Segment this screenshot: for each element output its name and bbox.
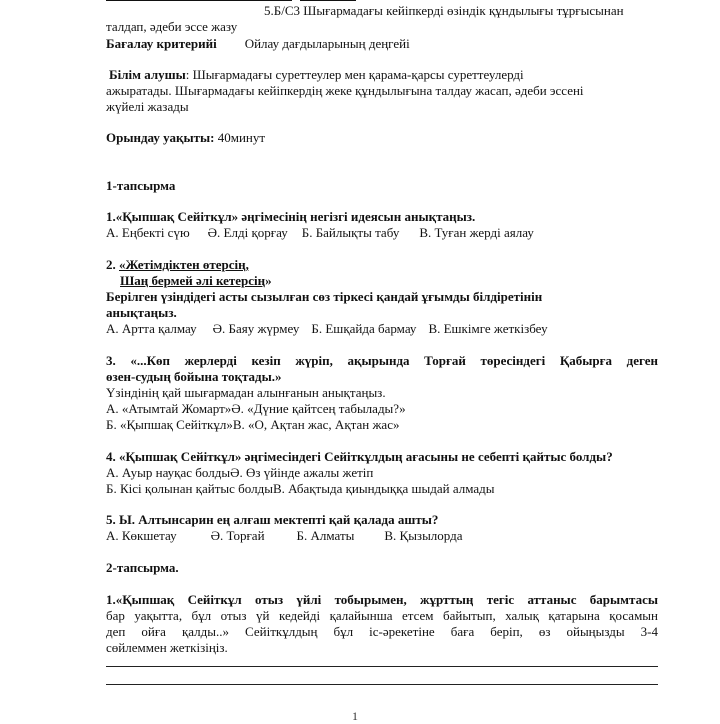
q3-options-row-2 (106, 417, 399, 433)
cropped-text-fragment (300, 0, 356, 1)
learner-line-3: жүйелі жазады (106, 99, 189, 114)
option: А. Көкшетау (106, 528, 177, 543)
criteria-label: Бағалау критерийі (106, 36, 217, 51)
question-3-line-2: өзен-судың бойына тоқтады.» (106, 369, 282, 384)
criteria-row (106, 36, 410, 52)
learner-line-1: Білім алушы: Шығармадағы суреттеулер мен қарама-қарсы суреттеулерді (109, 67, 524, 82)
option: Ә. Торғай (210, 528, 265, 543)
option: В. Абақтыда қиындыққа шыдай алмады (272, 481, 495, 496)
learner-line-2: ажыратады. Шығармадағы кейіпкердің жеке құндылығына талдау жасап, әдеби эссені (106, 83, 584, 98)
q2-options (106, 321, 548, 337)
option: Б. Ешқайда бармау (311, 321, 417, 336)
option: Ә. Баяу жүрмеу (212, 321, 300, 336)
question-4: 4. «Қыпшақ Сейіткұл» әңгімесіндегі Сейіткұлдың ағасыны не себепті қайтыс болды? (106, 449, 613, 464)
objective-line: 5.Б/С3 Шығармадағы кейіпкерді өзіндік құндылығы тұрғысынан (264, 3, 624, 18)
q4-options-row-1 (106, 465, 373, 481)
option: Б. Алматы (296, 528, 355, 543)
option: А. Ауыр науқас болды (106, 465, 231, 480)
option: А. Артта қалмау (106, 321, 197, 336)
question-2: 2. «Жетімдіктен өтерсің, (106, 257, 249, 272)
cropped-text-fragment (106, 0, 292, 1)
q3-options-row-1 (106, 401, 406, 417)
answer-line (106, 666, 658, 667)
task2-heading: 2-тапсырма. (106, 560, 179, 575)
task1-heading: 1-тапсырма (106, 178, 176, 193)
question-5: 5. Ы. Алтынсарин ең алғаш мектепті қай қалада ашты? (106, 512, 439, 527)
option: В. Қызылорда (384, 528, 463, 543)
task2-question-line-3: деп ойға қалды..» Сейіткұлдың бұл іс-әрекетіне баға беріп, өз ойыңызды 3-4 (106, 624, 658, 639)
option: В. Туған жерді аялау (419, 225, 534, 240)
time-label: Орындау уақыты: (106, 130, 215, 145)
criteria-value: Ойлау дағдыларының деңгейі (244, 36, 410, 51)
time-row (106, 130, 265, 146)
objective-line-cont: талдап, әдеби эссе жазу (106, 19, 238, 34)
option: А. Еңбекті сүю (106, 225, 190, 240)
option: В. «О, Ақтан жас, Ақтан жас» (232, 417, 400, 432)
question-1: 1.«Қыпшақ Сейіткұл» әңгімесінің негізгі идеясын анықтаңыз. (106, 209, 476, 224)
q2-prompt-2: анықтаңыз. (106, 305, 177, 320)
time-value: 40минут (214, 130, 266, 145)
page-number: 1 (352, 709, 358, 723)
option: Ә. «Дүние қайтсең табылады?» (231, 401, 406, 416)
option: В. Ешкімге жеткізбеу (428, 321, 548, 336)
quote-line-1: «Жетімдіктен өтерсің, (119, 257, 249, 272)
q3-prompt: Үзіндінің қай шығармадан алынғанын анықтаңыз. (106, 385, 386, 400)
option: Ә. Өз үйінде ажалы жетіп (230, 465, 374, 480)
q4-options-row-2 (106, 481, 495, 497)
option: Б. Кісі қолынан қайтыс болды (106, 481, 273, 496)
q5-options (106, 528, 463, 544)
option: Б. «Қыпшақ Сейіткұл» (106, 417, 233, 432)
q1-options (106, 225, 534, 241)
answer-line (106, 684, 658, 685)
q2-prompt-1: Берілген үзіндідегі асты сызылған сөз тіркесі қандай ұғымды білдіретінін (106, 289, 543, 304)
task2-question-line-1: 1.«Қыпшақ Сейіткұл отыз үйлі тобырымен, жұрттың тегіс аттаныс барымтасы (106, 592, 658, 607)
quote-line-2: Шаң бермей әлі кетерсің» (120, 273, 272, 288)
question-3-line-1: 3. «...Көп жерлерді кезіп жүріп, ақырында Торғай төресіндегі Қабырға деген (106, 353, 658, 368)
option: Ә. Елді қорғау (207, 225, 288, 240)
option: Б. Байлықты табу (301, 225, 400, 240)
task2-question-line-2: бар уақытта, бұл отыз үй кедейді қалайынша етсем байытып, халық қатарына қосамын (106, 608, 658, 623)
option: А. «Атымтай Жомарт» (106, 401, 232, 416)
learner-label: Білім алушы (109, 67, 186, 82)
task2-question-line-4: сөйлеммен жеткізіңіз. (106, 640, 228, 655)
